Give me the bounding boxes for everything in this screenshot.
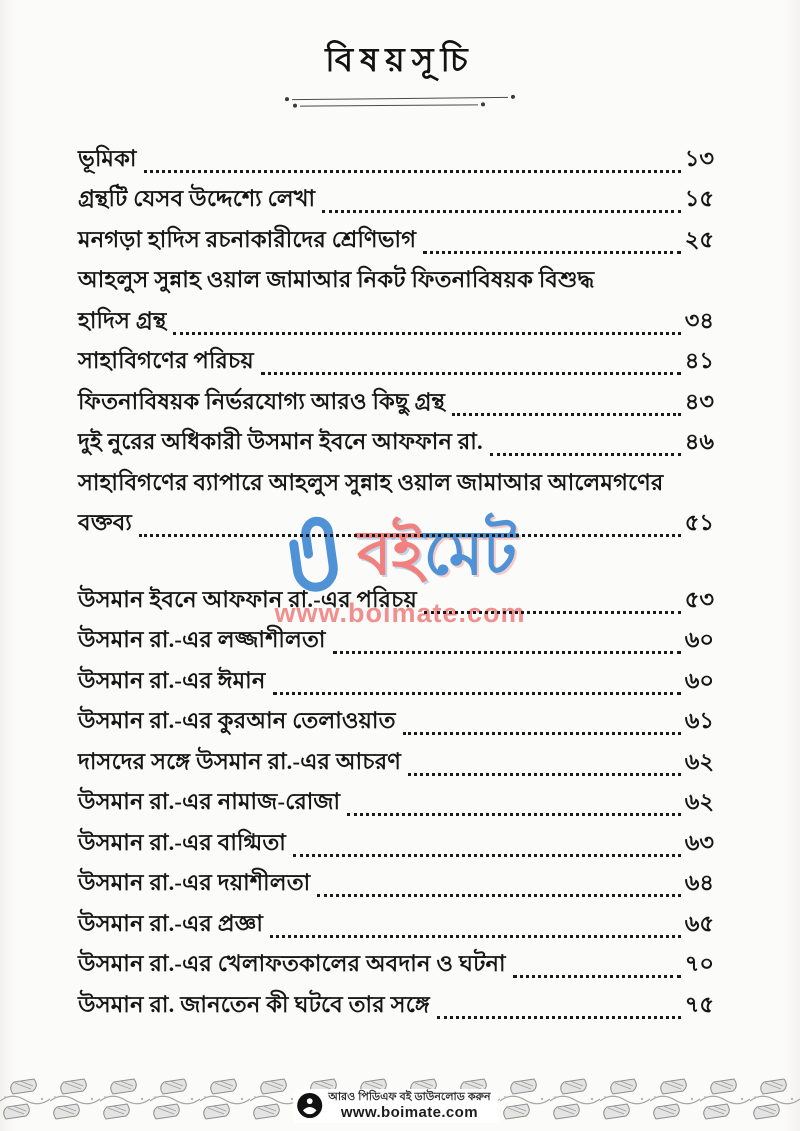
entry-title: উসমান রা.-এর খেলাফতকালের অবদান ও ঘটনা <box>78 951 506 976</box>
divider-dot <box>511 95 515 99</box>
footer-badge-url: www.boimate.com <box>340 1103 478 1121</box>
toc-entry[interactable] <box>78 381 714 422</box>
watermark-url: www.boimate.com <box>274 598 526 628</box>
dot-leader <box>408 773 681 776</box>
entry-title: উসমান রা.-এর ঈমান <box>78 667 266 693</box>
entry-page-number: ৭৫ <box>684 991 714 1017</box>
divider-line <box>300 104 478 106</box>
entry-page-number: ৫১ <box>684 510 714 535</box>
dot-leader <box>347 813 681 816</box>
entry-title: উসমান রা.-এর দয়াশীলতা <box>78 870 311 895</box>
entry-page-number: ৭০ <box>684 951 714 976</box>
leaf-ornament-icon <box>200 1077 250 1127</box>
footer-badge-texts <box>328 1091 490 1121</box>
leaf-ornament-icon <box>500 1077 550 1127</box>
toc-entry[interactable] <box>78 863 714 904</box>
dot-leader <box>513 975 681 978</box>
leaf-ornament-icon <box>700 1077 750 1127</box>
toc-list <box>78 138 714 1025</box>
divider-rule-top <box>285 95 515 101</box>
boimate-logo-icon <box>296 1092 323 1119</box>
entry-page-number: ৬৫ <box>684 910 714 936</box>
entry-page-number: ৩৪ <box>684 307 714 333</box>
brand-part-blue: মেট <box>423 519 517 588</box>
entry-page-number: ৫৩ <box>684 586 714 612</box>
entry-page-number: ১৩ <box>684 145 714 171</box>
dot-leader <box>403 732 681 735</box>
divider-dot <box>285 97 289 101</box>
entry-title: উসমান রা.-এর নামাজ-রোজা <box>78 789 341 814</box>
leaf-ornament-icon <box>100 1077 150 1127</box>
footer-badge[interactable] <box>293 1089 498 1123</box>
entry-title: মনগড়া হাদিস রচনাকারীদের শ্রেণিভাগ <box>78 226 417 252</box>
dot-leader <box>333 651 681 654</box>
footer-strip <box>0 1077 800 1129</box>
toc-entry[interactable] <box>78 179 714 220</box>
leaf-ornament-icon <box>600 1077 650 1127</box>
dot-leader <box>173 332 681 335</box>
toc-entry[interactable] <box>78 782 714 823</box>
entry-title: উসমান রা.-এর প্রজ্ঞা <box>78 910 264 936</box>
entry-page-number: ২৫ <box>684 226 714 252</box>
leaf-ornament-icon <box>550 1077 600 1127</box>
entry-page-number: ৬১ <box>684 708 714 733</box>
toc-entry[interactable] <box>78 138 714 179</box>
dot-leader <box>270 935 681 938</box>
entry-title: উসমান ইবনে আফফান রা.-এর পরিচয় <box>78 586 417 612</box>
leaf-ornament-icon <box>650 1077 700 1127</box>
entry-title: সাহাবিগণের পরিচয় <box>78 348 254 373</box>
entry-page-number: ৪৩ <box>684 388 714 414</box>
entry-title: দুই নুরের অধিকারী উসমান ইবনে আফফান রা. <box>78 429 483 454</box>
toc-entry[interactable] <box>78 579 714 620</box>
entry-title: উসমান রা. জানতেন কী ঘটবে তার সঙ্গে <box>78 991 430 1017</box>
entry-page-number: ৪৬ <box>684 429 714 454</box>
toc-entry[interactable] <box>78 741 714 782</box>
dot-leader <box>490 453 681 456</box>
leaf-ornament-icon <box>150 1077 200 1127</box>
leaf-ornament-icon <box>0 1077 50 1127</box>
dot-leader <box>144 170 681 173</box>
toc-entry[interactable] <box>78 944 714 985</box>
toc-entry[interactable] <box>78 822 714 863</box>
brand-part-pink: বই <box>357 519 424 588</box>
entry-title-continued: বক্তব্য <box>78 510 133 535</box>
entry-title: ফিতনাবিষয়ক নির্ভরযোগ্য আরও কিছু গ্রন্থ <box>78 388 446 414</box>
footer-badge-caption: আরও পিডিএফ বই ডাউনলোড করুন <box>328 1091 491 1103</box>
toc-entry[interactable] <box>78 660 714 701</box>
entry-title: ভূমিকা <box>78 145 137 171</box>
divider-dot <box>293 104 297 108</box>
dot-leader <box>424 611 681 614</box>
dot-leader <box>322 210 681 213</box>
dot-leader <box>437 1016 681 1019</box>
dot-leader <box>317 894 681 897</box>
dot-leader <box>423 251 681 254</box>
entry-page-number: ৬০ <box>684 627 714 652</box>
entry-title: আহলুস সুন্নাহ ওয়াল জামাআর নিকট ফিতনাবিষয়ক বিশুদ্ধ <box>78 267 595 292</box>
leaf-ornament-icon <box>750 1077 800 1127</box>
toc-entry[interactable] <box>78 701 714 742</box>
entry-page-number: ৬৩ <box>684 829 714 855</box>
page-title: বিষয়সূচি <box>325 43 475 79</box>
entry-title: দাসদের সঙ্গে উসমান রা.-এর আচরণ <box>78 748 402 774</box>
entry-page-number: ১৫ <box>684 186 714 211</box>
entry-title: উসমান রা.-এর কুরআন তেলাওয়াত <box>78 708 396 733</box>
dot-leader <box>452 413 681 416</box>
entry-title: গ্রন্থটি যেসব উদ্দেশ্যে লেখা <box>78 186 316 211</box>
entry-title: উসমান রা.-এর বাগ্মিতা <box>78 829 286 855</box>
entry-page-number: ৪১ <box>684 348 714 373</box>
dot-leader <box>139 534 681 537</box>
entry-title-continued: হাদিস গ্রন্থ <box>78 307 167 333</box>
dot-leader <box>261 372 681 375</box>
dot-leader <box>273 692 681 695</box>
toc-entry[interactable] <box>78 422 714 463</box>
toc-entry[interactable] <box>78 984 714 1025</box>
toc-entry[interactable] <box>78 903 714 944</box>
divider-line <box>292 96 508 99</box>
entry-title: উসমান রা.-এর লজ্জাশীলতা <box>78 627 326 652</box>
divider-rule-bottom <box>293 102 485 107</box>
entry-page-number: ৬০ <box>684 667 714 693</box>
toc-entry[interactable] <box>78 620 714 661</box>
leaf-ornament-icon <box>50 1077 100 1127</box>
divider-dot <box>481 102 485 106</box>
title-divider <box>285 96 515 112</box>
entry-page-number: ৬৪ <box>684 870 714 895</box>
toc-entry[interactable] <box>78 341 714 382</box>
entry-title: সাহাবিগণের ব্যাপারে আহলুস সুন্নাহ ওয়াল জামাআর আলেমগণের <box>78 469 664 495</box>
dot-leader <box>293 854 681 857</box>
toc-entry[interactable] <box>78 219 714 260</box>
entry-page-number: ৬২ <box>684 748 714 774</box>
entry-page-number: ৬২ <box>684 789 714 814</box>
toc-entry[interactable] <box>78 462 714 543</box>
toc-entry[interactable] <box>78 260 714 341</box>
